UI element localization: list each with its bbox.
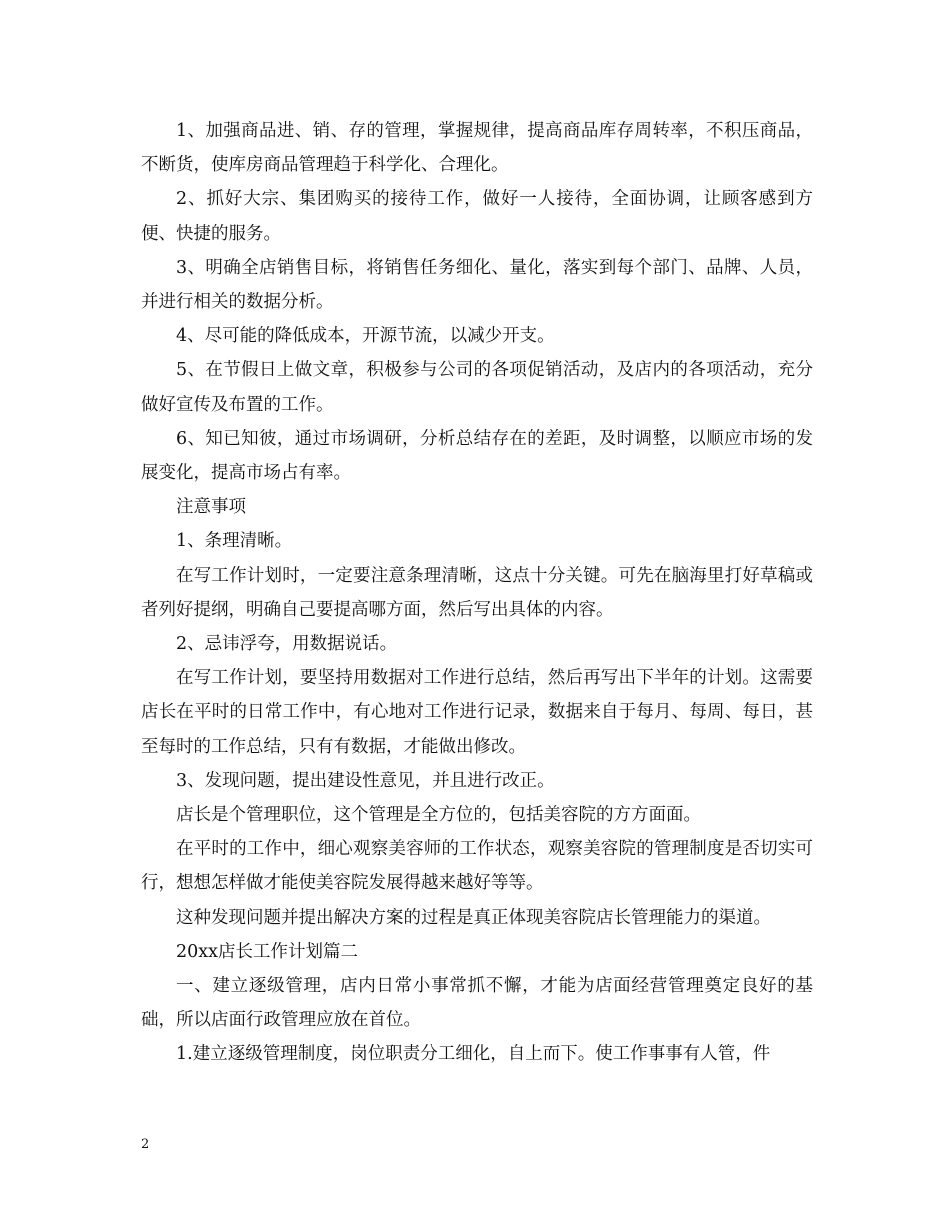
section-heading-notes: 注意事项 (176, 497, 246, 518)
note-body-3b: 在平时的工作中，细心观察美容师的工作状态，观察美容院的管理制度是否切实可行，想想怎样做才能使美容院发展得越来越好等等。 (141, 839, 813, 894)
note-body-3c: 这种发现问题并提出解决方案的过程是真正体现美容院店长管理能力的渠道。 (176, 907, 771, 928)
body-text (141, 114, 813, 1072)
note-body-2: 在写工作计划，要坚持用数据对工作进行总结，然后再写出下半年的计划。这需要店长在平时的日常工作中，有心地对工作进行记录，数据来自于每月、每周、每日，甚至每时的工作总结，只有有数据，才能做出修改。 (141, 668, 813, 757)
note-body-3a: 店长是个管理职位，这个管理是全方位的，包括美容院的方方面面。 (176, 805, 701, 826)
note-heading-1: 1、条理清晰。 (176, 531, 293, 552)
note-heading-2: 2、忌讳浮夸，用数据说话。 (176, 634, 398, 655)
section-heading-part-two: 20xx店长工作计划篇二 (176, 941, 359, 962)
note-body-1: 在写工作计划时，一定要注意条理清晰，这点十分关键。可先在脑海里打好草稿或者列好提纲，明确自己要提高哪方面，然后写出具体的内容。 (141, 565, 813, 620)
part-two-item-1: 一、建立逐级管理，店内日常小事常抓不懈，才能为店面经营管理奠定良好的基础，所以店面行政管理应放在首位。 (141, 976, 813, 1031)
part-two-subitem-1: 1.建立逐级管理制度，岗位职责分工细化，自上而下。使工作事事有人管，件 (176, 1044, 771, 1065)
paragraph-item-1: 1、加强商品进、销、存的管理，掌握规律，提高商品库存周转率，不积压商品，不断货，使库房商品管理趋于科学化、合理化。 (141, 121, 813, 176)
page-number: 2 (141, 1137, 150, 1152)
paragraph-item-2: 2、抓好大宗、集团购买的接待工作，做好一人接待，全面协调，让顾客感到方便、快捷的服务。 (141, 189, 813, 244)
paragraph-item-5: 5、在节假日上做文章，积极参与公司的各项促销活动，及店内的各项活动，充分做好宣传及布置的工作。 (141, 360, 813, 415)
paragraph-item-6: 6、知已知彼，通过市场调研，分析总结存在的差距，及时调整，以顺应市场的发展变化，提高市场占有率。 (141, 428, 813, 484)
note-heading-3: 3、发现问题，提出建设性意见，并且进行改正。 (176, 770, 555, 791)
paragraph-item-3: 3、明确全店销售目标，将销售任务细化、量化，落实到每个部门、品牌、人员，并进行相关的数据分析。 (141, 257, 813, 313)
paragraph-item-4: 4、尽可能的降低成本，开源节流，以减少开支。 (176, 326, 555, 347)
